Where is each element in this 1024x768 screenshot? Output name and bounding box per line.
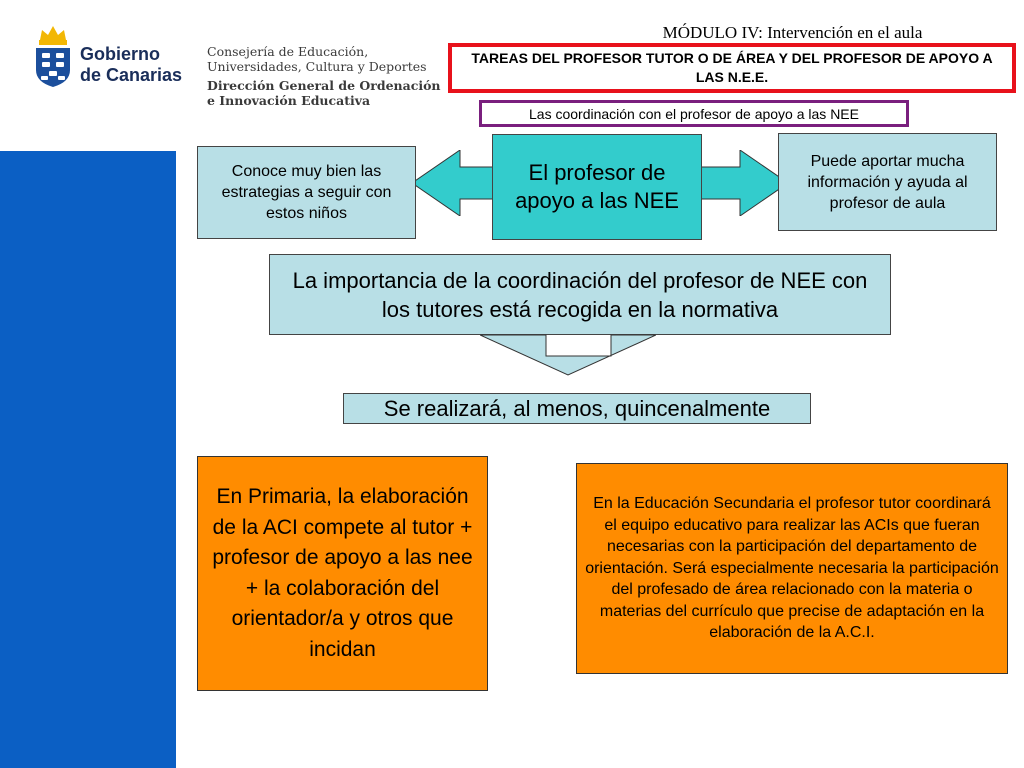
slide-title: TAREAS DEL PROFESOR TUTOR O DE ÁREA Y DEL PROFESOR DE APOYO A LAS N.E.E. <box>471 50 993 85</box>
left-info-box <box>197 146 416 239</box>
department-line-2: Universidades, Cultura y Deportes <box>207 59 427 74</box>
secondary-education-box <box>576 463 1008 674</box>
center-node-box <box>492 134 702 240</box>
primary-education-text: En Primaria, la elaboración de la ACI compete al tutor + profesor de apoyo a las nee + la colaboración del orientador/a y otros que incidan <box>212 485 473 661</box>
coordination-text: La importancia de la coordinación del profesor de NEE con los tutores está recogida en la normativa <box>292 267 868 322</box>
left-blue-sidebar <box>0 151 176 768</box>
slide-title-box <box>448 43 1016 93</box>
left-info-text: Conoce muy bien las estrategias a seguir con estos niños <box>221 163 392 222</box>
frequency-text: Se realizará, al menos, quincenalmente <box>383 395 771 421</box>
logo-wordmark <box>80 44 182 86</box>
subtitle-box <box>479 100 909 127</box>
center-node-text: El profesor de apoyo a las NEE <box>515 160 679 213</box>
department-line-4: e Innovación Educativa <box>207 93 371 108</box>
down-arrow-icon <box>480 334 656 376</box>
slide-subtitle: Las coordinación con el profesor de apoyo a las NEE <box>529 105 859 122</box>
department-text <box>207 44 441 108</box>
department-line-3: Dirección General de Ordenación <box>207 78 441 93</box>
coordination-box <box>269 254 891 335</box>
right-info-text: Puede aportar mucha información y ayuda al profesor de aula <box>807 152 968 212</box>
primary-education-box <box>197 456 488 691</box>
module-title: MÓDULO IV: Intervención en el aula <box>662 23 923 42</box>
logo-line-2: de Canarias <box>80 65 183 85</box>
secondary-education-text: En la Educación Secundaria el profesor tutor coordinará el equipo educativo para realizar las ACIs que fueran necesarias con la participación del departamento de orientación. Será especialmente necesaria la participación del profesado de área relacionado con la materia o materias del currículo que precise de adaptación en la elaboración de la A.C.I. <box>585 495 999 642</box>
frequency-box <box>343 393 811 424</box>
right-info-box <box>778 133 997 231</box>
logo-line-1: Gobierno <box>80 44 160 64</box>
department-line-1: Consejería de Educación, <box>207 44 369 59</box>
gobierno-canarias-logo-icon <box>32 18 74 88</box>
